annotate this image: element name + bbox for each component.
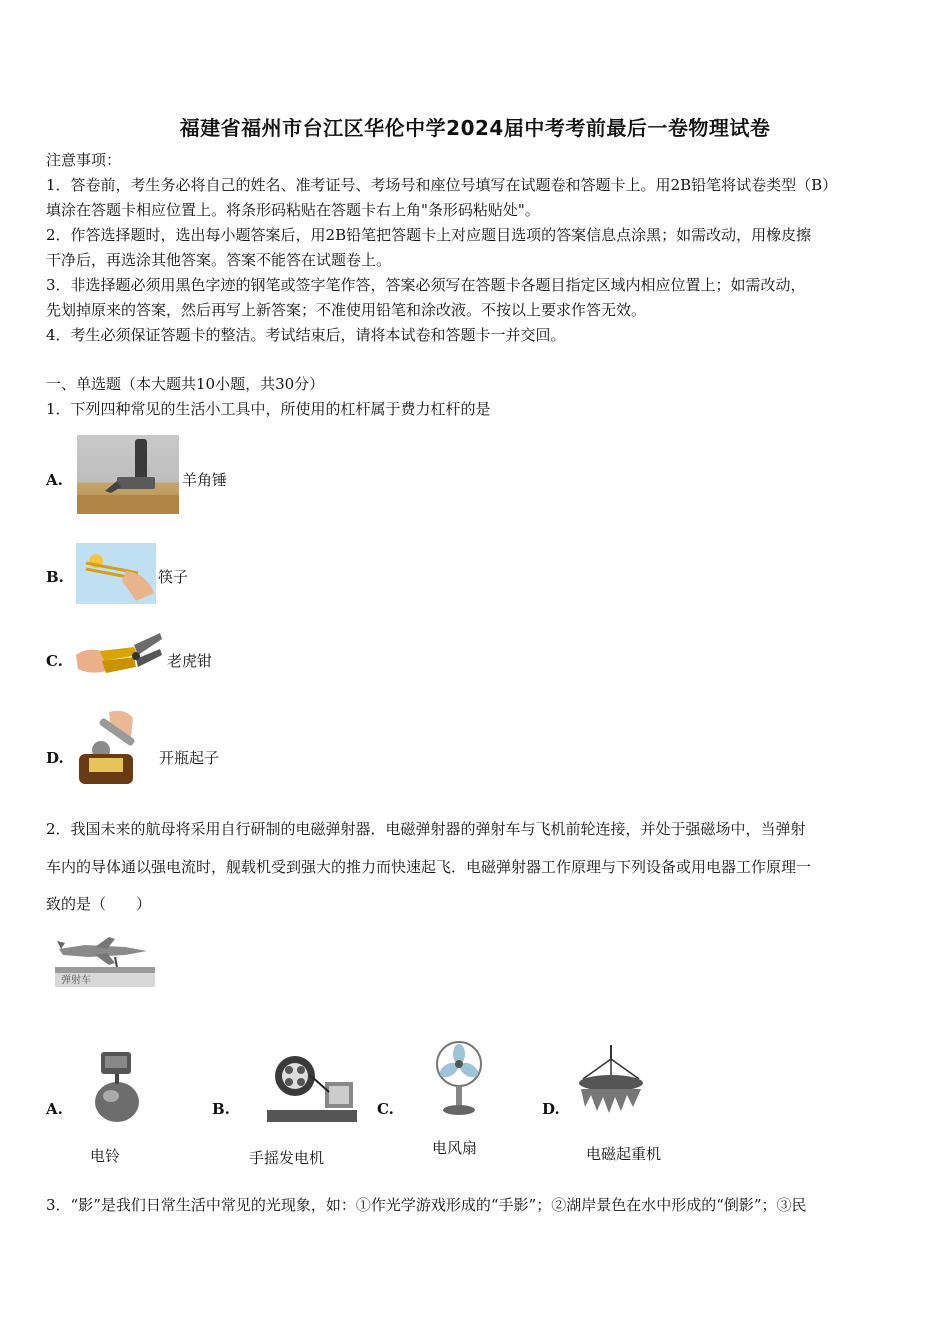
q2-stem-line-1: 2．我国未来的航母将采用自行研制的电磁弹射器．电磁弹射器的弹射车与飞机前轮连接，并处于强磁场中，当弹射	[46, 820, 806, 838]
chopsticks-image	[76, 543, 156, 604]
notice-line-1: 1．答卷前，考生务必将自己的姓名、准考证号、考场号和座位号填写在试题卷和答题卡上。用2B铅笔将试卷类型（B）	[46, 176, 838, 194]
q1-option-c-label: 老虎钳	[167, 652, 213, 670]
q2-stem-line-2: 车内的导体通以强电流时，舰载机受到强大的推力而快速起飞．电磁弹射器工作原理与下列设备或用电器工作原理一	[46, 858, 812, 876]
bottle-opener-image	[73, 708, 157, 784]
q2-option-c-label: 电风扇	[432, 1139, 478, 1157]
q1-option-d-label: 开瓶起子	[159, 749, 220, 767]
q2-stem-line-3: 致的是（ ）	[46, 895, 152, 913]
q2-option-b-letter: B.	[212, 1100, 230, 1118]
q1-option-a-label: 羊角锤	[182, 471, 228, 489]
q1-option-b-label: 筷子	[158, 568, 189, 586]
q1-option-b-letter: B.	[46, 568, 64, 586]
exam-title: 福建省福州市台江区华伦中学2024届中考考前最后一卷物理试卷	[179, 116, 771, 140]
notice-line-4: 干净后，再选涂其他答案。答案不能答在试题卷上。	[46, 251, 392, 269]
q2-option-d-letter: D.	[542, 1100, 560, 1118]
notice-line-3: 2．作答选择题时，选出每小题答案后，用2B铅笔把答题卡上对应题目选项的答案信息点涂黑；如需改动，用橡皮擦	[46, 226, 812, 244]
notice-line-7: 4．考生必须保证答题卡的整洁。考试结束后，请将本试卷和答题卡一并交回。	[46, 326, 566, 344]
q1-option-a-letter: A.	[46, 471, 63, 489]
notice-heading: 注意事项：	[46, 151, 122, 169]
notice-line-5: 3．非选择题必须用黑色字迹的钢笔或签字笔作答，答案必须写在答题卡各题目指定区域内相应位置上；如需改动，	[46, 276, 806, 294]
catapult-figure	[55, 933, 155, 989]
notice-line-2: 填涂在答题卡相应位置上。将条形码粘贴在答题卡右上角"条形码粘贴处"。	[46, 201, 540, 219]
electromagnetic-crane-image	[575, 1045, 647, 1119]
pliers-image	[76, 627, 164, 688]
catapult-label: 弹射车	[61, 975, 91, 986]
q1-option-d-letter: D.	[46, 749, 64, 767]
q1-option-c-letter: C.	[46, 652, 63, 670]
hammer-image	[77, 435, 179, 514]
q2-option-a-letter: A.	[46, 1100, 63, 1118]
electric-fan-image	[429, 1040, 489, 1116]
q2-option-a-label: 电铃	[90, 1147, 121, 1165]
notice-line-6: 先划掉原来的答案，然后再写上新答案；不准使用铅笔和涂改液。不按以上要求作答无效。	[46, 301, 647, 319]
q3-stem: 3．“影”是我们日常生活中常见的光现象，如：①作光学游戏形成的“手影”；②湖岸景色在水中形成的“倒影”；③民	[46, 1196, 807, 1214]
electric-bell-image	[89, 1050, 145, 1126]
q2-option-c-letter: C.	[377, 1100, 394, 1118]
section-heading: 一、单选题（本大题共10小题，共30分）	[46, 375, 325, 393]
q2-option-d-label: 电磁起重机	[586, 1145, 662, 1163]
q2-option-b-label: 手摇发电机	[249, 1149, 325, 1167]
hand-generator-image	[265, 1052, 359, 1126]
q1-stem: 1．下列四种常见的生活小工具中，所使用的杠杆属于费力杠杆的是	[46, 400, 491, 418]
